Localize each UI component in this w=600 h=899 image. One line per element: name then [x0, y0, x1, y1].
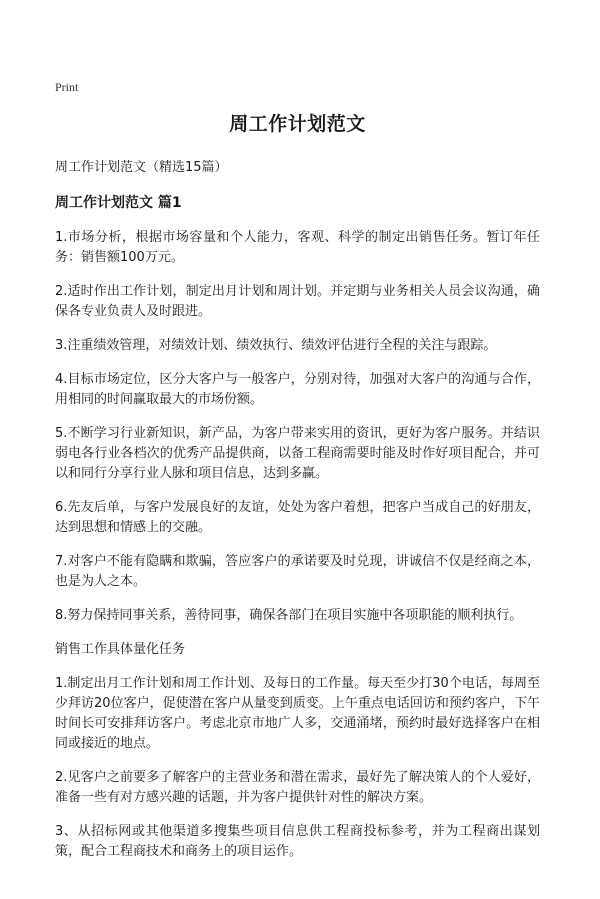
section-heading: 周工作计划范文 篇1 — [55, 195, 182, 211]
paragraph-8: 8.努力保持同事关系，善待同事，确保各部门在项目实施中各项职能的顺利执行。 — [55, 608, 523, 623]
paragraph-1: 1.市场分析，根据市场容量和个人能力，客观、科学的制定出销售任务。暂订年任务：销售额100万元。 — [55, 230, 540, 265]
paragraph-6: 6.先友后单，与客户发展良好的友谊，处处为客户着想，把客户当成自己的好朋友，达到思想和情感上的交融。 — [55, 500, 540, 535]
sub-paragraph-3: 3、从招标网或其他渠道多搜集些项目信息供工程商投标参考，并为工程商出谋划策，配合工程商技术和商务上的项目运作。 — [55, 824, 540, 859]
paragraph-4: 4.目标市场定位，区分大客户与一般客户，分别对待，加强对大客户的沟通与合作，用相同的时间赢取最大的市场份额。 — [55, 372, 540, 407]
paragraph-7: 7.对客户不能有隐瞒和欺骗，答应客户的承诺要及时兑现，讲诚信不仅是经商之本，也是为人之本。 — [55, 554, 540, 589]
document-subtitle: 周工作计划范文（精选15篇） — [55, 160, 228, 175]
sub-paragraph-2: 2.见客户之前要多了解客户的主营业务和潜在需求，最好先了解决策人的个人爱好，准备一些有对方感兴趣的话题，并为客户提供针对性的解决方案。 — [55, 770, 540, 805]
document-title: 周工作计划范文 — [229, 113, 366, 135]
sub-heading: 销售工作具体量化任务 — [55, 642, 186, 657]
paragraph-2: 2.适时作出工作计划，制定出月计划和周计划。并定期与业务相关人员会议沟通，确保各专业负责人及时跟进。 — [55, 284, 540, 319]
paragraph-3: 3.注重绩效管理，对绩效计划、绩效执行、绩效评估进行全程的关注与跟踪。 — [55, 338, 497, 353]
paragraph-5: 5.不断学习行业新知识，新产品，为客户带来实用的资讯，更好为客户服务。并结识弱电各行业各档次的优秀产品提供商，以备工程商需要时能及时作好项目配合，并可以和同行分享行业人脉和项目信息，达到多赢。 — [55, 426, 540, 481]
print-label: Print — [55, 80, 79, 94]
sub-paragraph-1: 1.制定出月工作计划和周工作计划、及每日的工作量。每天至少打30个电话，每周至少拜访20位客户，促使潜在客户从量变到质变。上午重点电话回访和预约客户，下午时间长可安排拜访客户。考虑北京市地广人多，交通涌堵，预约时最好选择客户在相同或接近的地点。 — [55, 676, 540, 751]
